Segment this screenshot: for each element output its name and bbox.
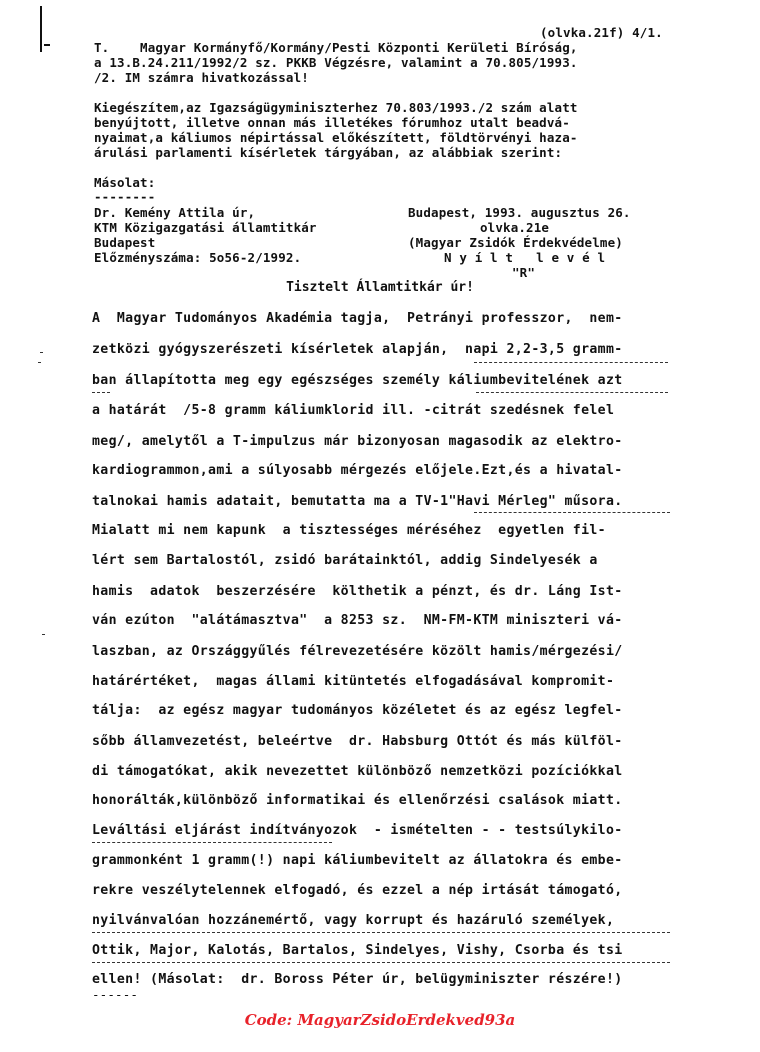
underline bbox=[92, 962, 670, 963]
underline bbox=[474, 512, 670, 513]
copy-label: Másolat: bbox=[94, 175, 156, 190]
addressee-name: Dr. Kemény Attila úr, bbox=[94, 205, 256, 220]
margin-bracket-mark bbox=[40, 6, 42, 52]
body-line: ellen! (Másolat: dr. Boross Péter úr, belügyminiszter részére!) bbox=[92, 972, 623, 987]
body-line: meg/, amelytől a T-impulzus már bizonyosan magasodik az elektro- bbox=[92, 434, 623, 449]
body-line: Leváltási eljárást indítványozok - ismételten - - testsúlykilo- bbox=[92, 823, 623, 838]
underline bbox=[92, 392, 110, 393]
body-line: di támogatókat, akik nevezettet különböző nemzetközi pozíciókkal bbox=[92, 764, 623, 779]
intro-line-2: benyújtott, illetve onnan más illetékes fórumhoz utalt beadvá- bbox=[94, 115, 570, 130]
body-line: laszban, az Országgyűlés félrevezetésére közölt hamis/mérgezési/ bbox=[92, 644, 623, 659]
margin-bracket-foot bbox=[44, 44, 50, 46]
underline bbox=[476, 392, 668, 393]
organization-name: (Magyar Zsidók Érdekvédelme) bbox=[408, 235, 623, 250]
addressee-title: KTM Közigazgatási államtitkár bbox=[94, 220, 317, 235]
intro-line-3: nyaimat,a káliumos népirtással előkészített, földtörvényi haza- bbox=[94, 130, 578, 145]
footer-code: Code: MagyarZsidoErdekved93a bbox=[244, 1011, 516, 1029]
body-line: kardiogrammon,ami a súlyosabb mérgezés előjele.Ezt,és a hivatal- bbox=[92, 463, 623, 478]
header-line-1: T. Magyar Kormányfő/Kormány/Pesti Központi Kerületi Bíróság, bbox=[94, 40, 578, 55]
r-mark: "R" bbox=[512, 265, 536, 280]
intro-line-4: árulási parlamenti kísérletek tárgyában, az alábbiak szerint: bbox=[94, 145, 563, 160]
trailing-dashes: ------ bbox=[92, 987, 139, 1002]
body-line: lért sem Bartalostól, zsidó barátainktól, addig Sindelyesék a bbox=[92, 553, 598, 568]
header-line-2: a 13.B.24.211/1992/2 sz. PKKB Végzésre, valamint a 70.805/1993. bbox=[94, 55, 578, 70]
body-line: a határát /5-8 gramm káliumklorid ill. -citrát szedésnek felel bbox=[92, 403, 615, 418]
body-line: nyilvánvalóan hozzánemértő, vagy korrupt és hazáruló személyek, bbox=[92, 913, 615, 928]
body-line: határértéket, magas állami kitüntetés elfogadásával kompromit- bbox=[92, 674, 615, 689]
body-line: tálja: az egész magyar tudományos közéletet és az egész legfel- bbox=[92, 703, 623, 718]
underline bbox=[474, 362, 668, 363]
body-line: grammonként 1 gramm(!) napi káliumbevitelt az állatokra és embe- bbox=[92, 853, 623, 868]
copy-dashes: -------- bbox=[94, 189, 156, 204]
body-line: A Magyar Tudományos Akadémia tagja, Petrányi professzor, nem- bbox=[92, 311, 623, 326]
previous-reference: Előzményszáma: 5o56-2/1992. bbox=[94, 250, 302, 265]
body-line: Ottik, Major, Kalotás, Bartalos, Sindelyes, Vishy, Csorba és tsi bbox=[92, 943, 623, 958]
intro-line-1: Kiegészítem,az Igazságügyminiszterhez 70.803/1993./2 szám alatt bbox=[94, 100, 578, 115]
document-ref: (olvka.21f) 4/1. bbox=[540, 25, 663, 40]
body-line: honorálták,különböző informatikai és ellenőrzési csalások miatt. bbox=[92, 793, 623, 808]
body-line: rekre veszélytelennek elfogadó, és ezzel a nép irtását támogató, bbox=[92, 883, 623, 898]
salutation: Tisztelt Államtitkár úr! bbox=[286, 280, 474, 295]
margin-speck bbox=[38, 362, 41, 363]
body-line: zetközi gyógyszerészeti kísérletek alapján, napi 2,2-3,5 gramm- bbox=[92, 342, 623, 357]
margin-speck bbox=[40, 352, 43, 353]
underline bbox=[92, 842, 332, 843]
body-line: ban állapította meg egy egészséges személy káliumbevitelének azt bbox=[92, 373, 623, 388]
underline bbox=[92, 932, 670, 933]
body-line: Mialatt mi nem kapunk a tisztességes méréséhez egyetlen fil- bbox=[92, 523, 606, 538]
open-letter-heading: N y í l t l e v é l bbox=[444, 250, 606, 265]
body-line: hamis adatok beszerzésére költhetik a pénzt, és dr. Láng Ist- bbox=[92, 584, 623, 599]
body-line: ván ezúton "alátámasztva" a 8253 sz. NM-FM-KTM miniszteri vá- bbox=[92, 613, 623, 628]
letter-code: olvka.21e bbox=[480, 220, 550, 235]
body-line: talnokai hamis adatait, bemutatta ma a TV-1"Havi Mérleg" műsora. bbox=[92, 494, 623, 509]
header-line-3: /2. IM számra hivatkozással! bbox=[94, 70, 309, 85]
body-line: sőbb államvezetést, beleértve dr. Habsburg Ottót és más külföl- bbox=[92, 734, 623, 749]
margin-speck bbox=[42, 634, 45, 635]
addressee-city: Budapest bbox=[94, 235, 156, 250]
letter-date: Budapest, 1993. augusztus 26. bbox=[408, 205, 631, 220]
